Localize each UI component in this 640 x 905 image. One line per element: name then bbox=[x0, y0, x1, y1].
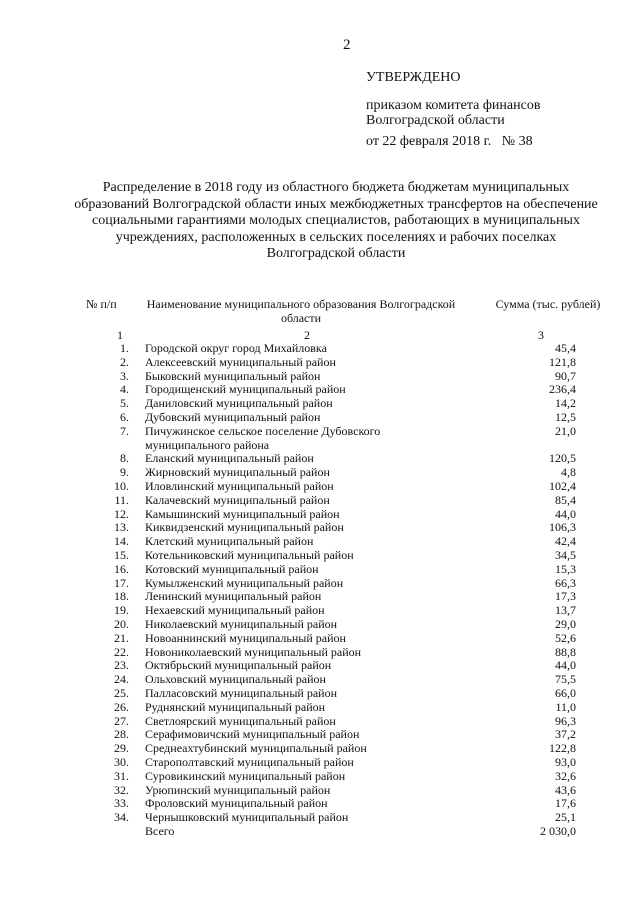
row-number: 25. bbox=[114, 685, 129, 700]
table-row bbox=[0, 397, 640, 411]
row-value: 17,3 bbox=[555, 589, 576, 604]
row-value: 25,1 bbox=[555, 810, 576, 825]
row-name: Быковский муниципальный район bbox=[145, 368, 321, 383]
row-value: 120,5 bbox=[549, 451, 576, 466]
table-row bbox=[0, 452, 640, 466]
row-name: Николаевский муниципальный район bbox=[145, 616, 338, 631]
approval-heading: УТВЕРЖДЕНО bbox=[366, 70, 461, 85]
table-row bbox=[0, 342, 640, 356]
row-value: 52,6 bbox=[555, 630, 576, 645]
row-number: 19. bbox=[114, 603, 129, 618]
row-name: Городищенский муниципальный район bbox=[145, 382, 346, 397]
table-row bbox=[0, 577, 640, 591]
row-number: 15. bbox=[114, 547, 129, 562]
page-number: 2 bbox=[343, 37, 351, 53]
row-name: Новониколаевский муниципальный район bbox=[145, 644, 362, 659]
row-name: Городской округ город Михайловка bbox=[145, 341, 327, 355]
row-name: Новоаннинский муниципальный район bbox=[145, 630, 346, 645]
row-name: Котельниковский муниципальный район bbox=[145, 547, 354, 562]
table-row bbox=[0, 356, 640, 370]
row-number bbox=[0, 825, 134, 839]
table-row bbox=[0, 370, 640, 384]
row-name: Еланский муниципальный район bbox=[145, 451, 314, 466]
table-row bbox=[0, 480, 640, 494]
row-number: 28. bbox=[114, 727, 129, 742]
row-value: 17,6 bbox=[555, 796, 576, 811]
table-row bbox=[0, 659, 640, 673]
row-number: 24. bbox=[114, 672, 129, 687]
table-row bbox=[0, 563, 640, 577]
row-name: Алексеевский муниципальный район bbox=[145, 354, 336, 369]
row-number: 16. bbox=[114, 561, 129, 576]
row-number: 17. bbox=[114, 575, 129, 590]
row-value: 34,5 bbox=[555, 547, 576, 562]
row-name: Чернышковский муниципальный район bbox=[145, 810, 349, 825]
row-name: Киквидзенский муниципальный район bbox=[145, 520, 344, 535]
row-value: 43,6 bbox=[555, 782, 576, 797]
distribution-table bbox=[0, 342, 640, 839]
row-number: 18. bbox=[114, 589, 129, 604]
row-number: 23. bbox=[114, 658, 129, 673]
row-value: 90,7 bbox=[555, 368, 576, 383]
header-sum: Сумма (тыс. рублей) bbox=[495, 297, 601, 311]
row-name: Кумылженский муниципальный район bbox=[145, 575, 344, 590]
row-value: 102,4 bbox=[549, 478, 576, 493]
row-number: 21. bbox=[114, 630, 129, 645]
row-name: Ленинский муниципальный район bbox=[145, 589, 322, 604]
row-name: Старополтавский муниципальный район bbox=[145, 754, 354, 769]
row-name: Камышинский муниципальный район bbox=[145, 506, 340, 521]
row-name: Фроловский муниципальный район bbox=[145, 796, 328, 811]
table-row bbox=[0, 756, 640, 770]
row-value: 236,4 bbox=[549, 382, 576, 397]
column-number-2: 2 bbox=[304, 328, 310, 342]
row-number: 9. bbox=[120, 465, 129, 480]
row-value: 44,0 bbox=[555, 658, 576, 673]
table-row bbox=[0, 535, 640, 549]
row-value: 42,4 bbox=[555, 534, 576, 549]
row-value: 12,5 bbox=[555, 409, 576, 424]
table-row bbox=[0, 770, 640, 784]
row-value: 96,3 bbox=[555, 713, 576, 728]
row-value: 29,0 bbox=[555, 616, 576, 631]
row-number: 20. bbox=[114, 616, 129, 631]
row-name: Даниловский муниципальный район bbox=[145, 396, 333, 411]
row-name: Октябрьский муниципальный район bbox=[145, 658, 332, 673]
table-row bbox=[0, 549, 640, 563]
row-name: Котовский муниципальный район bbox=[145, 561, 319, 576]
row-value: 88,8 bbox=[555, 644, 576, 659]
row-name: Пичужинское сельское поселение Дубовского муниципального района bbox=[145, 423, 381, 452]
table-row bbox=[0, 590, 640, 604]
row-number: 5. bbox=[120, 396, 129, 411]
row-name: Суровикинский муниципальный район bbox=[145, 768, 346, 783]
table-row bbox=[0, 811, 640, 825]
row-name: Урюпинский муниципальный район bbox=[145, 782, 331, 797]
approval-date-number: от 22 февраля 2018 г. № 38 bbox=[366, 134, 533, 149]
table-row bbox=[0, 618, 640, 632]
row-number: 4. bbox=[120, 382, 129, 397]
row-name: Иловлинский муниципальный район bbox=[145, 478, 334, 493]
table-row bbox=[0, 383, 640, 397]
row-value: 93,0 bbox=[555, 754, 576, 769]
row-number: 32. bbox=[114, 782, 129, 797]
table-row bbox=[0, 715, 640, 729]
table-row bbox=[0, 673, 640, 687]
row-value: 2 030,0 bbox=[540, 823, 576, 838]
table-row bbox=[0, 687, 640, 701]
header-number: № п/п bbox=[86, 297, 117, 311]
column-number-3: 3 bbox=[538, 328, 544, 342]
row-number: 26. bbox=[114, 699, 129, 714]
row-value: 121,8 bbox=[549, 354, 576, 369]
table-row bbox=[0, 742, 640, 756]
approval-issuer: приказом комитета финансов Волгоградской области bbox=[366, 98, 541, 128]
row-value: 44,0 bbox=[555, 506, 576, 521]
row-number: 3. bbox=[120, 368, 129, 383]
row-name: Нехаевский муниципальный район bbox=[145, 603, 325, 618]
table-row bbox=[0, 411, 640, 425]
row-value: 15,3 bbox=[555, 561, 576, 576]
table-row bbox=[0, 797, 640, 811]
row-number: 12. bbox=[114, 506, 129, 521]
row-number: 22. bbox=[114, 644, 129, 659]
row-value: 106,3 bbox=[549, 520, 576, 535]
table-row bbox=[0, 701, 640, 715]
row-value: 85,4 bbox=[555, 492, 576, 507]
row-number: 6. bbox=[120, 409, 129, 424]
column-number-1: 1 bbox=[117, 328, 123, 342]
row-name: Среднеахтубинский муниципальный район bbox=[145, 741, 367, 756]
row-name: Дубовский муниципальный район bbox=[145, 409, 321, 424]
row-name: Палласовский муниципальный район bbox=[145, 685, 337, 700]
row-name: Серафимовичский муниципальный район bbox=[145, 727, 360, 742]
table-total-row bbox=[0, 825, 640, 839]
row-number: 13. bbox=[114, 520, 129, 535]
table-row bbox=[0, 784, 640, 798]
row-value: 45,4 bbox=[555, 341, 576, 355]
row-number: 7. bbox=[120, 423, 129, 438]
row-number: 27. bbox=[114, 713, 129, 728]
header-name: Наименование муниципального образования Волгоградской области bbox=[146, 297, 456, 325]
row-value: 66,0 bbox=[555, 685, 576, 700]
row-number: 30. bbox=[114, 754, 129, 769]
row-value: 122,8 bbox=[549, 741, 576, 756]
document-title: Распределение в 2018 году из областного бюджета бюджетам муниципальных образований Волгоградской области иных межбюджетных трансфертов на обеспечение социальными гарантиями молодых специалистов, работающих в муниципальных учреждениях, расположенных в сельских поселениях и рабочих поселках Волгоградской области bbox=[74, 180, 598, 261]
row-name: Светлоярский муниципальный район bbox=[145, 713, 336, 728]
row-number: 29. bbox=[114, 741, 129, 756]
row-number: 14. bbox=[114, 534, 129, 549]
table-row bbox=[0, 508, 640, 522]
table-row bbox=[0, 466, 640, 480]
table-row bbox=[0, 521, 640, 535]
row-number: 33. bbox=[114, 796, 129, 811]
row-value: 75,5 bbox=[555, 672, 576, 687]
row-number: 11. bbox=[114, 492, 129, 507]
row-number: 8. bbox=[120, 451, 129, 466]
row-number: 34. bbox=[114, 810, 129, 825]
row-name: Жирновский муниципальный район bbox=[145, 465, 330, 480]
row-number: 10. bbox=[114, 478, 129, 493]
table-row bbox=[0, 646, 640, 660]
row-value: 14,2 bbox=[555, 396, 576, 411]
row-name: Всего bbox=[145, 823, 175, 838]
row-name: Клетский муниципальный район bbox=[145, 534, 314, 549]
row-name: Руднянский муниципальный район bbox=[145, 699, 326, 714]
table-row bbox=[0, 632, 640, 646]
table-row bbox=[0, 728, 640, 742]
table-row bbox=[0, 604, 640, 618]
row-value: 13,7 bbox=[555, 603, 576, 618]
row-number: 31. bbox=[114, 768, 129, 783]
table-row bbox=[0, 425, 640, 453]
row-number: 1. bbox=[120, 341, 129, 355]
row-value: 21,0 bbox=[555, 423, 576, 438]
row-name: Ольховский муниципальный район bbox=[145, 672, 326, 687]
row-value: 32,6 bbox=[555, 768, 576, 783]
row-value: 11,0 bbox=[555, 699, 576, 714]
table-row bbox=[0, 494, 640, 508]
row-name: Калачевский муниципальный район bbox=[145, 492, 330, 507]
row-value: 4,8 bbox=[561, 465, 576, 480]
row-value: 37,2 bbox=[555, 727, 576, 742]
row-number: 2. bbox=[120, 354, 129, 369]
row-value: 66,3 bbox=[555, 575, 576, 590]
